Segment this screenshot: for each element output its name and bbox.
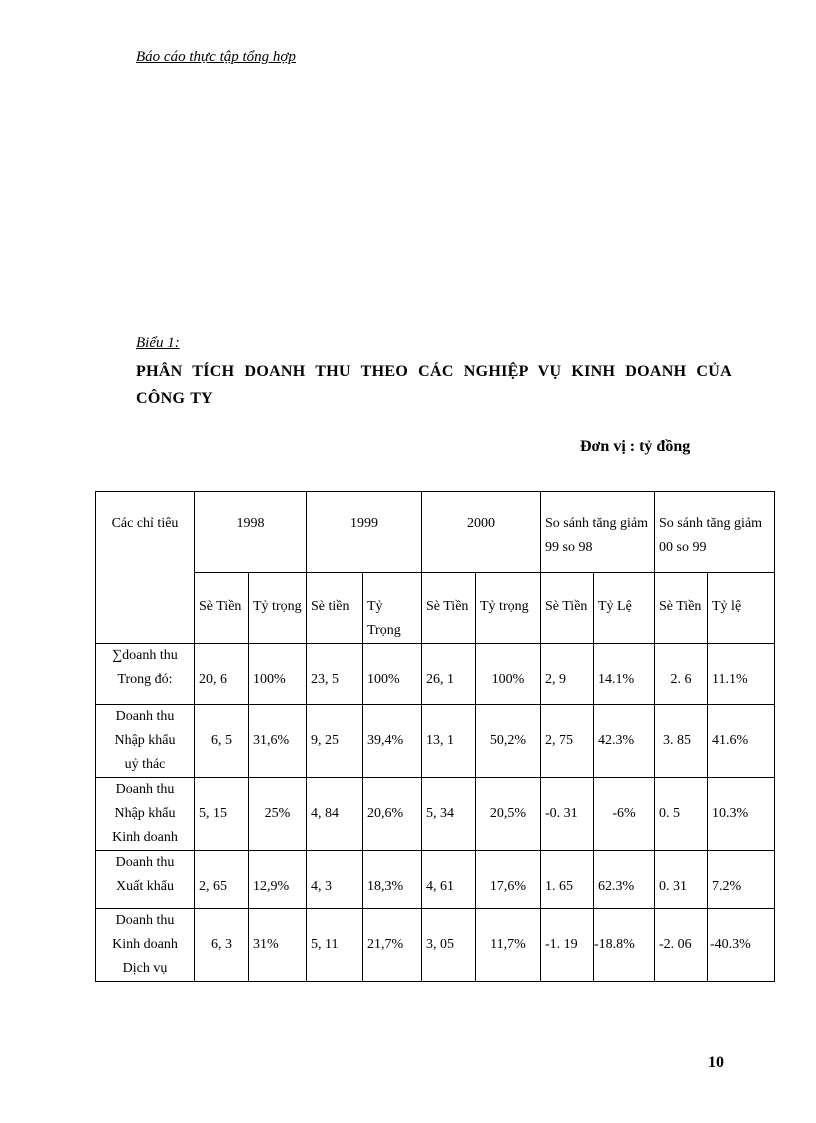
table-caption: Biểu 1: — [136, 335, 180, 351]
subheader-cell: Tỷ lệ — [708, 573, 775, 644]
subheader-cell: Sè Tiền — [655, 573, 708, 644]
table-cell: 62.3% — [594, 851, 655, 909]
table-cell: 100% — [476, 644, 541, 705]
table-row-import-entrusted — [96, 705, 775, 778]
table-cell: -0. 31 — [541, 778, 594, 851]
subheader-cell: Tỷ Trọng — [363, 573, 422, 644]
table-cell: 1. 65 — [541, 851, 594, 909]
table-cell: -2. 06 — [655, 909, 708, 982]
row-label: Doanh thu Xuất khẩu — [96, 851, 195, 909]
subheader-cell: Tỷ Lệ — [594, 573, 655, 644]
table-cell: 0. 5 — [655, 778, 708, 851]
header-year-1999: 1999 — [307, 492, 422, 573]
table-cell: 7.2% — [708, 851, 775, 909]
table-cell: 17,6% — [476, 851, 541, 909]
subheader-cell: Sè Tiền — [541, 573, 594, 644]
table-row-total — [96, 644, 775, 705]
row-label: Doanh thu Nhập khẩu Kinh doanh — [96, 778, 195, 851]
subheader-cell: Sè Tiền — [195, 573, 249, 644]
table-cell: 41.6% — [708, 705, 775, 778]
table-cell: 20, 6 — [195, 644, 249, 705]
table-cell: 50,2% — [476, 705, 541, 778]
table-cell: 2, 65 — [195, 851, 249, 909]
table-cell: 11,7% — [476, 909, 541, 982]
table-cell: 23, 5 — [307, 644, 363, 705]
table-cell: 2, 9 — [541, 644, 594, 705]
table-row-services — [96, 909, 775, 982]
unit-label: Đơn vị : tỷ đồng — [580, 438, 691, 455]
table-cell: 100% — [249, 644, 307, 705]
header-compare-99-98: So sánh tăng giảm 99 so 98 — [541, 492, 655, 573]
row-label: Doanh thu Kinh doanh Dịch vụ — [96, 909, 195, 982]
table-cell: -18.8% — [594, 909, 655, 982]
table-cell: 4, 61 — [422, 851, 476, 909]
table-cell: 11.1% — [708, 644, 775, 705]
row-label: ∑doanh thu Trong đó: — [96, 644, 195, 705]
subheader-cell: Tỷ trọng — [249, 573, 307, 644]
table-cell: 18,3% — [363, 851, 422, 909]
table-cell: 39,4% — [363, 705, 422, 778]
page-number: 10 — [708, 1054, 724, 1071]
table-cell: 6, 5 — [195, 705, 249, 778]
table-cell: 2, 75 — [541, 705, 594, 778]
table-title: PHÂN TÍCH DOANH THU THEO CÁC NGHIỆP VỤ KINH DOANH CỦA CÔNG TY — [136, 363, 732, 407]
table-cell: 20,6% — [363, 778, 422, 851]
header-compare-00-99: So sánh tăng giảm 00 so 99 — [655, 492, 775, 573]
table-cell: 21,7% — [363, 909, 422, 982]
table-cell: 6, 3 — [195, 909, 249, 982]
subheader-cell: Tỷ trọng — [476, 573, 541, 644]
table-cell: 9, 25 — [307, 705, 363, 778]
table-cell: 13, 1 — [422, 705, 476, 778]
table-cell: 12,9% — [249, 851, 307, 909]
table-cell: 26, 1 — [422, 644, 476, 705]
table-cell: 10.3% — [708, 778, 775, 851]
table-row-export — [96, 851, 775, 909]
table-cell: 31,6% — [249, 705, 307, 778]
table-cell: 0. 31 — [655, 851, 708, 909]
table-cell: 31% — [249, 909, 307, 982]
table-cell: 25% — [249, 778, 307, 851]
table-cell: 3, 05 — [422, 909, 476, 982]
row-label: Doanh thu Nhập khẩu uỷ thác — [96, 705, 195, 778]
revenue-table — [95, 491, 775, 982]
table-cell: 42.3% — [594, 705, 655, 778]
report-header: Báo cáo thực tập tổng hợp — [136, 49, 296, 65]
table-cell: -1. 19 — [541, 909, 594, 982]
table-cell: 20,5% — [476, 778, 541, 851]
table-cell: 4, 3 — [307, 851, 363, 909]
table-cell: -40.3% — [708, 909, 775, 982]
table-cell: 100% — [363, 644, 422, 705]
table-cell: 5, 34 — [422, 778, 476, 851]
table-cell: 5, 15 — [195, 778, 249, 851]
table-row-import-business — [96, 778, 775, 851]
header-year-2000: 2000 — [422, 492, 541, 573]
header-year-1998: 1998 — [195, 492, 307, 573]
header-indicator: Các chỉ tiêu — [96, 492, 195, 644]
table-cell: -6% — [594, 778, 655, 851]
table-cell: 5, 11 — [307, 909, 363, 982]
table-cell: 2. 6 — [655, 644, 708, 705]
table-cell: 14.1% — [594, 644, 655, 705]
subheader-cell: Sè Tiền — [422, 573, 476, 644]
table-cell: 4, 84 — [307, 778, 363, 851]
subheader-cell: Sè tiền — [307, 573, 363, 644]
table-cell: 3. 85 — [655, 705, 708, 778]
